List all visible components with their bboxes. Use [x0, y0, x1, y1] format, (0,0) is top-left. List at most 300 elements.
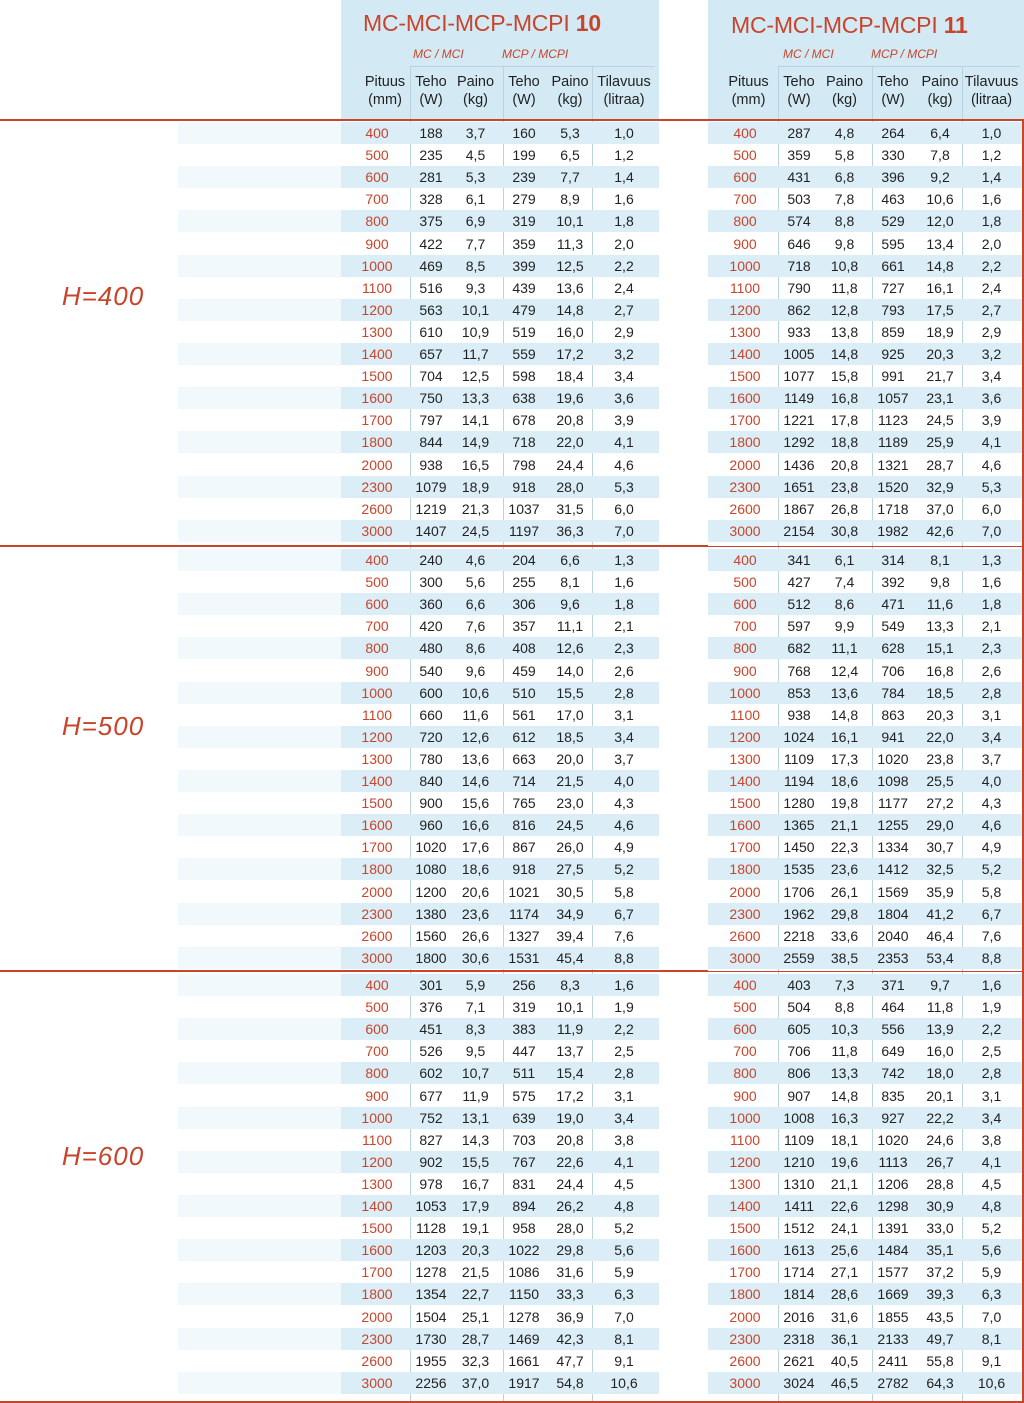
value-cell: 3,7	[614, 750, 634, 767]
value-cell: 1174	[508, 905, 540, 922]
header-underline	[411, 66, 655, 67]
value-cell: 8,3	[560, 977, 580, 993]
value-cell: 8,8	[834, 999, 855, 1016]
value-cell: 20,8	[556, 412, 584, 429]
length-cell: 2300	[729, 1330, 761, 1347]
value-cell: 4,3	[981, 795, 1002, 812]
value-cell: 18,5	[926, 684, 954, 701]
value-cell: 204	[512, 552, 536, 568]
table-row	[708, 299, 1022, 321]
group-label-mc-mci: MC / MCI	[783, 47, 834, 61]
value-cell: 6,7	[614, 905, 634, 922]
value-cell: 9,3	[465, 279, 486, 296]
value-cell: 427	[787, 574, 811, 591]
value-cell: 24,4	[556, 1175, 584, 1192]
length-cell: 2000	[361, 883, 393, 900]
value-cell: 1024	[783, 728, 815, 745]
value-cell: 23,8	[830, 478, 859, 495]
value-cell: 8,9	[560, 191, 580, 208]
value-cell: 422	[419, 235, 443, 252]
value-cell: 1278	[415, 1264, 447, 1281]
length-cell: 2600	[729, 500, 761, 517]
table-row	[708, 726, 1022, 748]
section-divider-h600	[0, 970, 708, 972]
value-cell: 399	[512, 257, 536, 274]
value-cell: 5,3	[981, 478, 1002, 495]
length-cell: 3000	[361, 1374, 393, 1391]
value-cell: 30,5	[556, 883, 584, 900]
value-cell: 2,7	[614, 301, 634, 318]
value-cell: 15,5	[461, 1153, 490, 1170]
value-cell: 3,6	[981, 390, 1002, 407]
value-cell: 13,1	[461, 1109, 490, 1126]
table-row	[341, 255, 659, 277]
value-cell: 4,8	[834, 125, 855, 141]
length-cell: 1200	[361, 301, 393, 318]
value-cell: 3,2	[981, 346, 1002, 362]
table-row	[341, 188, 659, 210]
table-row	[341, 704, 659, 726]
table-row	[341, 1328, 659, 1350]
value-cell: 15,8	[830, 368, 859, 385]
value-cell: 5,2	[981, 861, 1002, 878]
value-cell: 5,9	[614, 1264, 634, 1281]
value-cell: 1053	[415, 1198, 447, 1214]
value-cell: 9,5	[465, 1043, 486, 1060]
value-cell: 15,4	[556, 1065, 584, 1082]
table-row	[341, 476, 659, 498]
value-cell: 1,8	[614, 596, 634, 613]
table-row	[341, 1195, 659, 1217]
value-cell: 439	[512, 279, 536, 296]
value-cell: 628	[881, 640, 905, 657]
column-header-unit: (litraa)	[970, 92, 1013, 108]
table-row	[708, 188, 1022, 210]
value-cell: 8,8	[981, 949, 1002, 966]
value-cell: 8,6	[834, 596, 855, 613]
table-row	[708, 166, 1022, 188]
value-cell: 5,6	[465, 574, 486, 591]
value-cell: 37,0	[926, 500, 954, 517]
value-cell: 33,6	[830, 927, 859, 944]
value-cell: 19,6	[556, 390, 584, 407]
value-cell: 933	[787, 323, 811, 340]
table-row	[708, 454, 1022, 476]
table-row	[708, 593, 1022, 615]
table-row	[341, 365, 659, 387]
table-row	[341, 431, 659, 453]
value-cell: 28,0	[556, 1220, 584, 1237]
value-cell: 4,0	[614, 773, 634, 789]
value-cell: 2154	[783, 522, 815, 539]
row-band	[178, 122, 341, 144]
table-row	[341, 210, 659, 232]
length-cell: 500	[365, 574, 389, 591]
value-cell: 4,6	[981, 817, 1002, 834]
value-cell: 4,1	[981, 434, 1002, 451]
value-cell: 10,1	[556, 213, 584, 230]
value-cell: 18,9	[926, 323, 954, 340]
value-cell: 13,3	[830, 1065, 859, 1082]
value-cell: 235	[419, 147, 443, 164]
value-cell: 657	[419, 346, 443, 362]
value-cell: 314	[881, 552, 905, 568]
value-cell: 529	[881, 213, 905, 230]
value-cell: 371	[881, 977, 905, 993]
value-cell: 14,8	[830, 706, 859, 723]
column-header-name: Teho	[508, 74, 540, 90]
value-cell: 646	[787, 235, 811, 252]
value-cell: 3,4	[981, 368, 1002, 385]
table-row	[341, 144, 659, 166]
column-header-unit: (litraa)	[603, 92, 645, 108]
row-band	[178, 431, 341, 453]
value-cell: 19,6	[830, 1153, 859, 1170]
length-cell: 500	[733, 999, 757, 1016]
value-cell: 37,2	[926, 1264, 954, 1281]
value-cell: 5,8	[981, 883, 1002, 900]
length-cell: 800	[365, 213, 389, 230]
value-cell: 610	[419, 323, 443, 340]
value-cell: 900	[419, 795, 443, 812]
table-row	[341, 454, 659, 476]
table-row	[708, 255, 1022, 277]
column-header-name: Teho	[877, 74, 909, 90]
value-cell: 13,4	[926, 235, 954, 252]
value-cell: 3,4	[981, 1109, 1002, 1126]
value-cell: 780	[419, 750, 443, 767]
row-band	[178, 166, 341, 188]
value-cell: 21,1	[830, 1175, 859, 1192]
value-cell: 199	[512, 147, 536, 164]
table-row	[708, 549, 1022, 571]
length-cell: 800	[365, 1065, 389, 1082]
length-cell: 2300	[729, 478, 761, 495]
value-cell: 1,6	[981, 191, 1002, 208]
value-cell: 765	[512, 795, 536, 812]
value-cell: 6,0	[614, 500, 634, 517]
value-cell: 26,1	[830, 883, 859, 900]
value-cell: 4,3	[614, 795, 634, 812]
value-cell: 28,7	[461, 1330, 490, 1347]
value-cell: 13,6	[556, 279, 584, 296]
section-divider-top	[0, 119, 1024, 121]
table-row	[341, 615, 659, 637]
value-cell: 556	[881, 1021, 905, 1038]
header-underline	[779, 66, 1020, 67]
group-label-mc-mci: MC / MCI	[413, 47, 464, 61]
value-cell: 938	[787, 706, 811, 723]
value-cell: 13,7	[556, 1043, 584, 1060]
value-cell: 431	[787, 169, 811, 186]
value-cell: 10,7	[461, 1065, 490, 1082]
row-band	[178, 593, 341, 615]
value-cell: 6,6	[560, 552, 580, 568]
value-cell: 33,3	[556, 1286, 584, 1303]
value-cell: 941	[881, 728, 905, 745]
column-header-pituus	[359, 73, 411, 111]
value-cell: 6,0	[981, 500, 1002, 517]
value-cell: 2,8	[614, 684, 634, 701]
value-cell: 24,5	[926, 412, 954, 429]
value-cell: 1020	[415, 839, 447, 856]
value-cell: 14,9	[461, 434, 490, 451]
length-cell: 1200	[361, 728, 393, 745]
value-cell: 907	[787, 1087, 811, 1104]
section-label-h600: H=600	[61, 1141, 145, 1171]
row-band	[178, 1328, 341, 1350]
length-cell: 700	[365, 618, 389, 635]
value-cell: 10,1	[461, 301, 490, 318]
value-cell: 2,2	[614, 1021, 634, 1038]
table-row	[708, 365, 1022, 387]
row-band	[178, 520, 341, 542]
table-row	[708, 498, 1022, 520]
value-cell: 7,7	[560, 169, 580, 186]
value-cell: 18,9	[461, 478, 490, 495]
value-cell: 7,0	[981, 522, 1002, 539]
column-header-teho	[873, 73, 913, 111]
value-cell: 660	[419, 706, 443, 723]
length-cell: 1600	[729, 390, 761, 407]
value-cell: 867	[512, 839, 536, 856]
length-cell: 1200	[729, 1153, 761, 1170]
value-cell: 1123	[877, 412, 909, 429]
value-cell: 752	[419, 1109, 443, 1126]
table-row	[341, 1372, 659, 1394]
value-cell: 918	[512, 861, 536, 878]
value-cell: 13,8	[830, 323, 859, 340]
table-row	[341, 1062, 659, 1084]
table-row	[341, 520, 659, 542]
column-header-teho	[504, 73, 544, 111]
value-cell: 1221	[783, 412, 815, 429]
value-cell: 22,3	[830, 839, 859, 856]
value-cell: 9,6	[465, 662, 486, 679]
table-row	[708, 974, 1022, 996]
value-cell: 4,0	[981, 773, 1002, 789]
table-row	[708, 1239, 1022, 1261]
table-row	[341, 1107, 659, 1129]
value-cell: 14,8	[926, 257, 954, 274]
value-cell: 287	[787, 125, 811, 141]
value-cell: 602	[419, 1065, 443, 1082]
value-cell: 4,6	[465, 552, 486, 568]
value-cell: 1436	[783, 456, 815, 473]
value-cell: 7,3	[834, 977, 855, 993]
value-cell: 18,6	[461, 861, 490, 878]
value-cell: 17,9	[461, 1198, 490, 1214]
section-divider-h500	[0, 545, 708, 547]
length-cell: 900	[365, 235, 389, 252]
value-cell: 678	[512, 412, 536, 429]
value-cell: 831	[512, 1175, 536, 1192]
length-cell: 2600	[361, 927, 393, 944]
table-row	[341, 1018, 659, 1040]
value-cell: 677	[419, 1087, 443, 1104]
table-row	[708, 122, 1022, 144]
length-cell: 900	[365, 662, 389, 679]
value-cell: 1867	[783, 500, 815, 517]
value-cell: 160	[512, 125, 536, 141]
value-cell: 55,8	[926, 1352, 954, 1369]
value-cell: 1,0	[614, 125, 634, 141]
value-cell: 26,6	[461, 927, 490, 944]
value-cell: 36,1	[830, 1330, 859, 1347]
value-cell: 902	[419, 1153, 443, 1170]
table-row	[708, 387, 1022, 409]
value-cell: 8,6	[465, 640, 486, 657]
length-cell: 1200	[729, 301, 761, 318]
value-cell: 6,9	[465, 213, 486, 230]
value-cell: 2016	[783, 1308, 815, 1325]
value-cell: 24,5	[461, 522, 490, 539]
length-cell: 700	[365, 191, 389, 208]
value-cell: 742	[881, 1065, 905, 1082]
value-cell: 30,6	[461, 949, 490, 966]
length-cell: 1100	[729, 1131, 761, 1148]
value-cell: 1512	[783, 1220, 815, 1237]
value-cell: 2,0	[614, 235, 634, 252]
length-cell: 1800	[729, 861, 761, 878]
length-cell: 900	[733, 1087, 757, 1104]
value-cell: 2256	[415, 1374, 447, 1391]
value-cell: 31,5	[556, 500, 584, 517]
value-cell: 5,9	[981, 1264, 1002, 1281]
row-band	[178, 299, 341, 321]
value-cell: 306	[512, 596, 536, 613]
length-cell: 500	[733, 147, 757, 164]
value-cell: 12,6	[556, 640, 584, 657]
value-cell: 1298	[877, 1198, 909, 1214]
value-cell: 2,9	[981, 323, 1002, 340]
table-row	[708, 947, 1022, 969]
table-row	[341, 387, 659, 409]
value-cell: 408	[512, 640, 536, 657]
length-cell: 400	[733, 552, 757, 568]
value-cell: 6,3	[614, 1286, 634, 1303]
value-cell: 2411	[877, 1352, 909, 1369]
value-cell: 41,2	[926, 905, 954, 922]
length-cell: 1400	[361, 773, 393, 789]
value-cell: 36,3	[556, 522, 584, 539]
value-cell: 7,1	[465, 999, 486, 1016]
table-row	[708, 858, 1022, 880]
value-cell: 20,3	[926, 706, 954, 723]
value-cell: 1661	[508, 1352, 540, 1369]
length-cell: 600	[365, 1021, 389, 1038]
length-cell: 1000	[729, 1109, 761, 1126]
value-cell: 598	[512, 368, 536, 385]
value-cell: 5,9	[465, 977, 486, 993]
value-cell: 9,7	[930, 977, 950, 993]
value-cell: 9,8	[834, 235, 855, 252]
value-cell: 2,0	[981, 235, 1002, 252]
value-cell: 240	[419, 552, 443, 568]
value-cell: 14,8	[830, 1087, 859, 1104]
value-cell: 22,2	[926, 1109, 954, 1126]
value-cell: 8,8	[834, 213, 855, 230]
length-cell: 2600	[729, 927, 761, 944]
value-cell: 3,7	[981, 750, 1002, 767]
value-cell: 403	[787, 977, 811, 993]
table-row	[341, 1040, 659, 1062]
table-row	[341, 1350, 659, 1372]
value-cell: 661	[881, 257, 905, 274]
title-number: 10	[575, 10, 601, 36]
value-cell: 2353	[877, 949, 909, 966]
table-row	[708, 770, 1022, 792]
length-cell: 1800	[361, 1286, 393, 1303]
value-cell: 6,5	[560, 147, 580, 164]
value-cell: 3024	[783, 1374, 815, 1391]
value-cell: 816	[512, 817, 536, 834]
value-cell: 19,1	[461, 1220, 490, 1237]
value-cell: 11,8	[831, 1043, 858, 1060]
length-cell: 2000	[729, 1308, 761, 1325]
value-cell: 301	[419, 977, 443, 993]
value-cell: 45,4	[556, 949, 584, 966]
table-row	[708, 210, 1022, 232]
table-row	[708, 1173, 1022, 1195]
value-cell: 649	[881, 1043, 905, 1060]
column-header-name: Teho	[783, 74, 815, 90]
value-cell: 12,4	[830, 662, 859, 679]
table-row	[341, 660, 659, 682]
value-cell: 26,2	[556, 1198, 584, 1214]
value-cell: 11,8	[831, 279, 858, 296]
value-cell: 3,4	[614, 728, 634, 745]
length-cell: 1300	[361, 750, 393, 767]
value-cell: 1,3	[614, 552, 634, 568]
value-cell: 1057	[877, 390, 909, 407]
value-cell: 32,3	[461, 1352, 490, 1369]
length-cell: 2300	[729, 905, 761, 922]
value-cell: 11,9	[462, 1087, 489, 1104]
title-number: 11	[943, 12, 968, 38]
value-cell: 5,3	[560, 125, 580, 141]
table-row	[341, 996, 659, 1018]
length-cell: 1700	[729, 1264, 761, 1281]
value-cell: 767	[512, 1153, 536, 1170]
value-cell: 1,8	[614, 213, 634, 230]
length-cell: 600	[733, 169, 757, 186]
value-cell: 6,1	[834, 552, 855, 568]
value-cell: 1280	[783, 795, 815, 812]
value-cell: 26,8	[830, 500, 859, 517]
length-cell: 1600	[361, 817, 393, 834]
value-cell: 359	[512, 235, 536, 252]
value-cell: 2,6	[614, 662, 634, 679]
value-cell: 16,0	[556, 323, 584, 340]
value-cell: 16,1	[926, 279, 954, 296]
value-cell: 4,9	[981, 839, 1002, 856]
length-cell: 900	[365, 1087, 389, 1104]
value-cell: 1200	[415, 883, 447, 900]
length-cell: 1300	[729, 750, 761, 767]
value-cell: 2,8	[981, 1065, 1002, 1082]
table-row	[341, 836, 659, 858]
table-row	[341, 748, 659, 770]
value-cell: 958	[512, 1220, 536, 1237]
table-row	[341, 1261, 659, 1283]
table-row	[708, 1328, 1022, 1350]
table-row	[341, 122, 659, 144]
value-cell: 790	[787, 279, 811, 296]
value-cell: 27,5	[556, 861, 584, 878]
length-cell: 3000	[729, 522, 761, 539]
column-header-tilavuus	[963, 73, 1020, 111]
